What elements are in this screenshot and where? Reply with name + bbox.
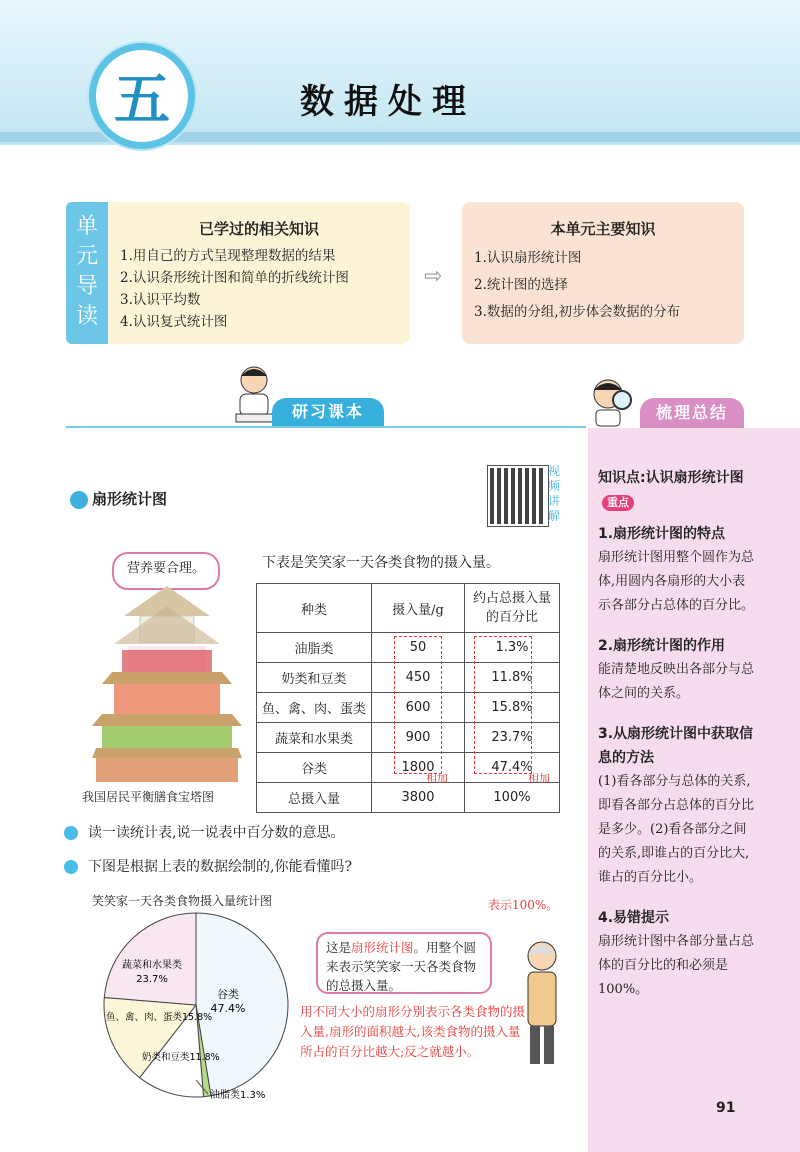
list-item: 2.统计图的选择	[474, 277, 568, 293]
cell: 鱼、禽、肉、蛋类	[257, 693, 372, 723]
sidebar-text: 扇形统计图用整个圆作为总体,用圆内各扇形的大小表示各部分占总体的百分比。	[598, 550, 755, 613]
pie-label-dairy: 奶类和豆类11.8%	[142, 1052, 220, 1063]
teacher-figure-icon	[516, 934, 564, 1074]
add-note: 相加	[528, 772, 550, 785]
cell: 谷类	[257, 753, 372, 783]
unit-guide-label	[66, 202, 108, 344]
question-1	[64, 822, 344, 842]
qr-code[interactable]	[488, 466, 548, 526]
cell: 油脂类	[257, 633, 372, 663]
list-item: 4.认识复式统计图	[120, 314, 228, 330]
sum-highlight-intake	[394, 636, 442, 774]
pie-label-veg: 蔬菜和水果类	[122, 960, 182, 971]
question-text: 下图是根据上表的数据绘制的,你能看懂吗?	[88, 859, 352, 875]
col-header: 摄入量/g	[372, 584, 465, 633]
list-item: 1.用自己的方式呈现整理数据的结果	[120, 248, 336, 264]
cell: 奶类和豆类	[257, 663, 372, 693]
sidebar-heading: 2.扇形统计图的作用	[598, 638, 726, 654]
list-item: 3.数据的分组,初步体会数据的分布	[474, 304, 681, 320]
pie-label-grain: 谷类	[217, 988, 239, 1001]
cell: 47.4%	[465, 753, 560, 783]
table-intro: 下表是笑笑家一天各类食物的摄入量。	[262, 555, 500, 571]
key-badge: 重点	[602, 495, 634, 511]
teacher-speech	[316, 932, 492, 994]
sidebar-point-text: 知识点:认识扇形统计图	[598, 470, 744, 486]
represents-100-note: 表示100%。	[488, 898, 559, 912]
food-pyramid-image	[92, 586, 242, 782]
pie-label-meat: 鱼、禽、肉、蛋类15.8%	[106, 1012, 213, 1023]
question-text: 读一读统计表,说一说表中百分数的意思。	[88, 825, 345, 841]
cell: 450	[372, 663, 465, 693]
nutrition-bubble: 营养要合理。	[112, 552, 220, 590]
col-header	[465, 584, 560, 633]
col-header: 种类	[257, 584, 372, 633]
video-label: 视频讲解	[548, 464, 561, 523]
sidebar-heading: 1.扇形统计图的特点	[598, 526, 726, 542]
question-2	[64, 856, 352, 876]
tab-summary: 梳理总结	[640, 398, 744, 428]
list-item: 2.认识条形统计图和简单的折线统计图	[120, 270, 349, 286]
table-row	[257, 783, 560, 813]
cell: 23.7%	[465, 723, 560, 753]
list-item: 1.认识扇形统计图	[474, 250, 582, 266]
main-list	[474, 245, 744, 326]
sidebar-text: 扇形统计图中各部分量占总体的百分比的和必须是100%。	[598, 934, 755, 997]
page-number: 91	[716, 1100, 736, 1116]
col-header-text: 约占总摄入量的百分比	[472, 591, 551, 625]
pie-chart	[96, 910, 300, 1110]
speech-highlight: 扇形统计图	[351, 940, 414, 955]
cell: 50	[372, 633, 465, 663]
cell: 11.8%	[465, 663, 560, 693]
cell: 蔬菜和水果类	[257, 723, 372, 753]
table-header-row	[257, 584, 560, 633]
cell: 总摄入量	[257, 783, 372, 813]
cell: 600	[372, 693, 465, 723]
section-heading	[70, 488, 167, 509]
pie-value-veg: 23.7%	[136, 974, 168, 985]
known-title: 已学过的相关知识	[198, 220, 319, 238]
cell: 1800	[372, 753, 465, 783]
cell: 1.3%	[465, 633, 560, 663]
page-title: 数据处理	[300, 82, 476, 122]
unit-number: 五	[114, 67, 170, 133]
speech-pre: 这是	[326, 940, 352, 955]
unit-badge	[96, 50, 188, 142]
speech-post: 。用整个圆来表示笑笑家一天各类食物的总摄入量。	[326, 940, 477, 993]
cell: 100%	[465, 783, 560, 813]
unit-guide-text: 单元导读	[76, 214, 99, 329]
section-heading-text: 扇形统计图	[92, 490, 168, 508]
cell: 15.8%	[465, 693, 560, 723]
pie-slice-4	[104, 913, 196, 1005]
explanation-note: 用不同大小的扇形分别表示各类食物的摄入量,扇形的面积越大,该类食物的摄入量所占的百分比越大;反之就越小。	[300, 1004, 526, 1059]
sidebar-text: (1)看各部分与总体的关系,即看各部分占总体的百分比是多少。(2)看各部分之间的关系,即谁占的百分比大,谁占的百分比小。	[598, 774, 755, 885]
tab-study-textbook: 研习课本	[272, 398, 384, 426]
cell: 3800	[372, 783, 465, 813]
boy-reading-icon	[232, 362, 276, 428]
main-knowledge-box	[462, 202, 744, 344]
section-divider	[66, 426, 586, 428]
add-note: 相加	[426, 772, 448, 785]
list-item: 3.认识平均数	[120, 292, 201, 308]
sidebar-text: 能清楚地反映出各部分与总体之间的关系。	[598, 662, 755, 701]
book-icon	[70, 491, 88, 509]
known-knowledge-box	[108, 202, 410, 344]
sidebar-content	[598, 466, 758, 1002]
pie-value-grain: 47.4%	[210, 1002, 246, 1015]
bullet-icon	[64, 826, 78, 840]
sidebar-heading: 3.从扇形统计图中获取信息的方法	[598, 726, 754, 766]
arrow-icon: ⇨	[424, 264, 443, 289]
pyramid-caption: 我国居民平衡膳食宝塔图	[82, 790, 215, 804]
bullet-icon	[64, 860, 78, 874]
sidebar-point	[598, 466, 758, 514]
sum-highlight-percent	[474, 636, 532, 774]
pie-label-oil: 油脂类1.3%	[210, 1090, 266, 1101]
cell: 900	[372, 723, 465, 753]
known-list	[120, 245, 410, 333]
boy-magnifier-icon	[586, 374, 636, 428]
chart-title: 笑笑家一天各类食物摄入量统计图	[92, 894, 273, 908]
sidebar-heading: 4.易错提示	[598, 910, 670, 926]
main-title: 本单元主要知识	[550, 220, 656, 238]
